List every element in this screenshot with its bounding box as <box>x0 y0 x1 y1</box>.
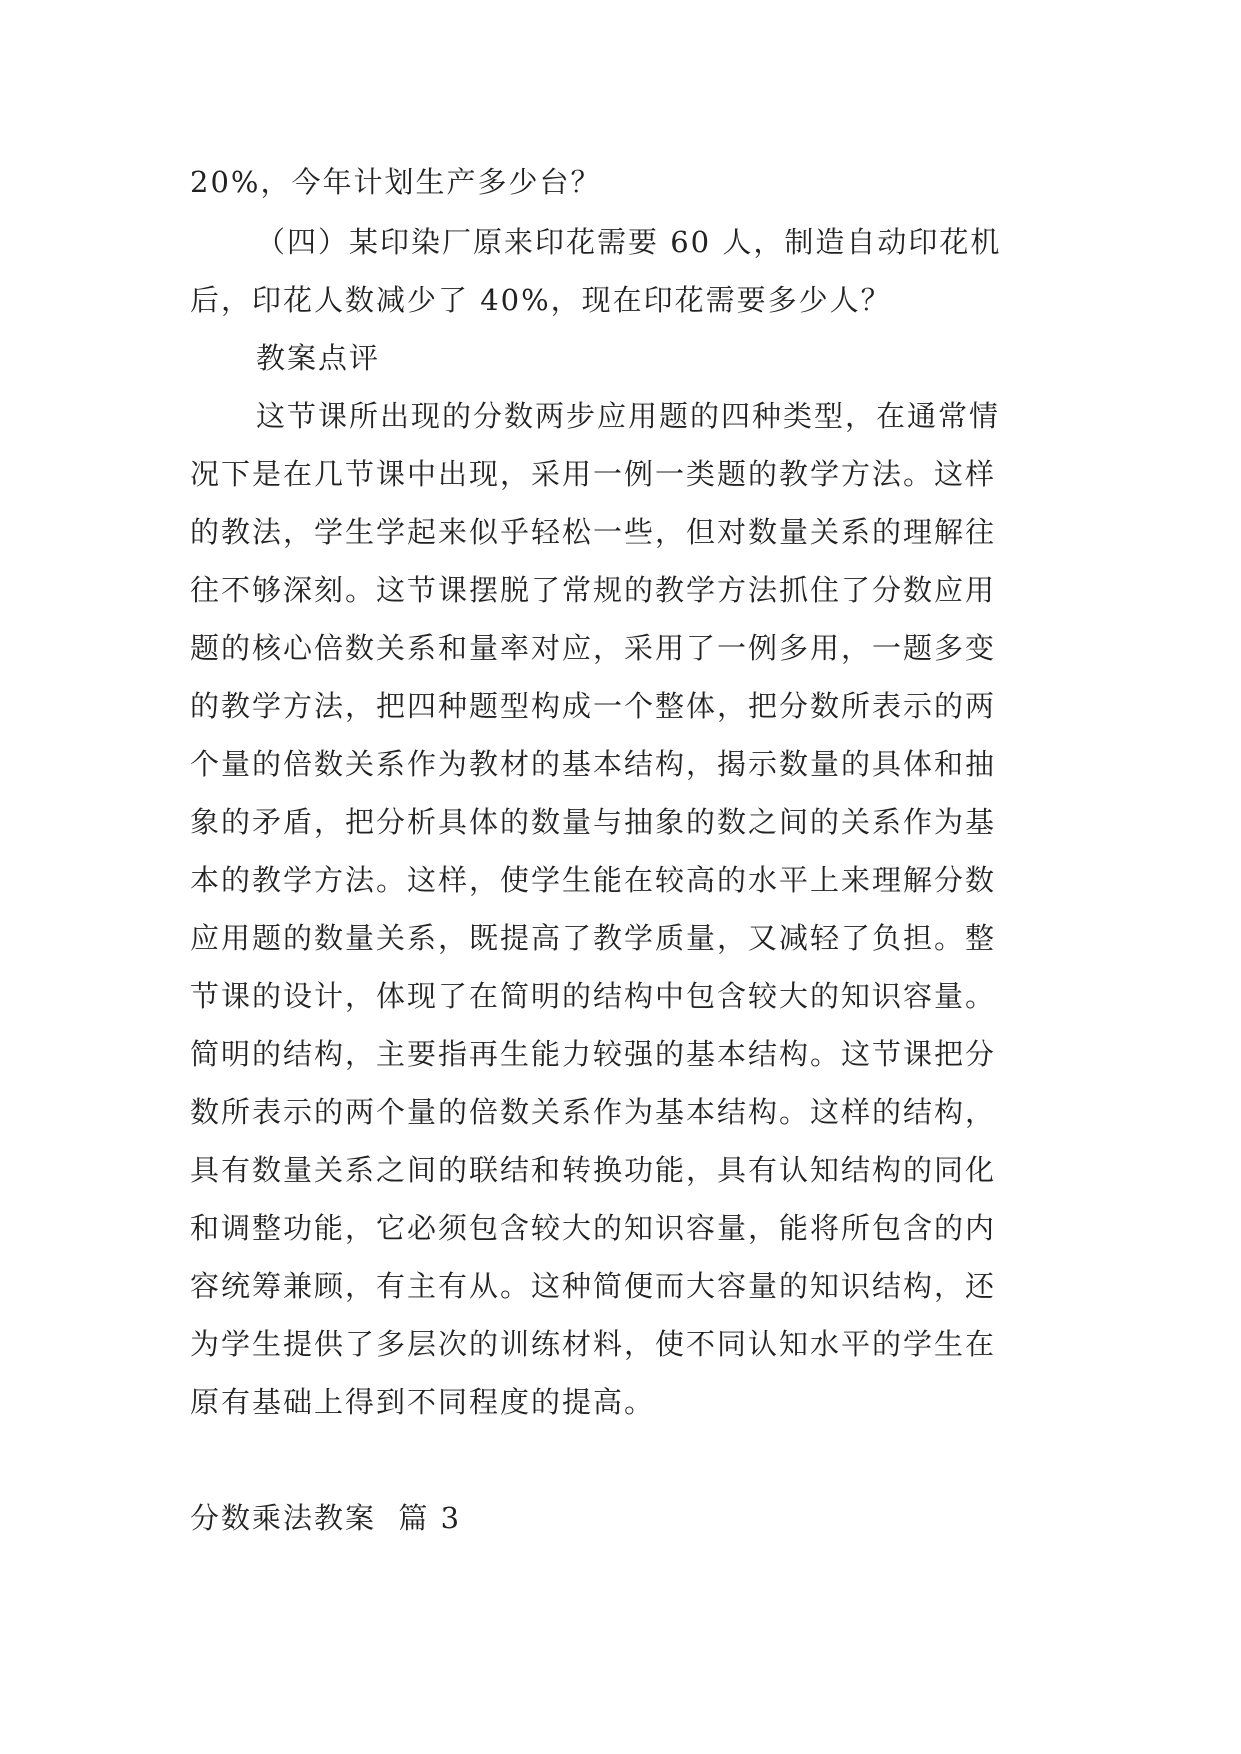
review-line-9: 本的教学方法。这样，使学生能在较高的水平上来理解分数 <box>190 863 997 897</box>
section-title: 分数乘法教案 篇 3 <box>190 1501 462 1535</box>
review-line-4: 往不够深刻。这节课摆脱了常规的教学方法抓住了分数应用 <box>190 573 997 607</box>
review-line-2: 况下是在几节课中出现，采用一例一类题的教学方法。这样 <box>190 457 997 491</box>
review-line-8: 象的矛盾，把分析具体的数量与抽象的数之间的关系作为基 <box>190 805 997 839</box>
review-heading: 教案点评 <box>256 341 381 375</box>
review-line-7: 个量的倍数关系作为教材的基本结构，揭示数量的具体和抽 <box>190 747 997 781</box>
review-line-5: 题的核心倍数关系和量率对应，采用了一例多用，一题多变 <box>190 631 997 665</box>
problem-tail-line: 20%，今年计划生产多少台？ <box>190 165 602 199</box>
review-line-13: 数所表示的两个量的倍数关系作为基本结构。这样的结构， <box>190 1095 997 1129</box>
review-line-3: 的教法，学生学起来似乎轻松一些，但对数量关系的理解往 <box>190 515 997 549</box>
problem-four-line-1: （四）某印染厂原来印花需要 60 人，制造自动印花机 <box>256 225 1002 259</box>
review-line-10: 应用题的数量关系，既提高了教学质量，又减轻了负担。整 <box>190 921 997 955</box>
review-line-11: 节课的设计，体现了在简明的结构中包含较大的知识容量。 <box>190 979 997 1013</box>
review-line-16: 容统筹兼顾，有主有从。这种简便而大容量的知识结构，还 <box>190 1269 997 1303</box>
review-line-12: 简明的结构，主要指再生能力较强的基本结构。这节课把分 <box>190 1037 997 1071</box>
review-line-14: 具有数量关系之间的联结和转换功能，具有认知结构的同化 <box>190 1153 997 1187</box>
review-line-15: 和调整功能，它必须包含较大的知识容量，能将所包含的内 <box>190 1211 997 1245</box>
review-line-6: 的教学方法，把四种题型构成一个整体，把分数所表示的两 <box>190 689 997 723</box>
review-line-18: 原有基础上得到不同程度的提高。 <box>190 1385 656 1419</box>
review-line-1: 这节课所出现的分数两步应用题的四种类型，在通常情 <box>256 399 1001 433</box>
review-line-17: 为学生提供了多层次的训练材料，使不同认知水平的学生在 <box>190 1327 997 1361</box>
problem-four-line-2: 后，印花人数减少了 40%，现在印花需要多少人？ <box>190 283 892 317</box>
